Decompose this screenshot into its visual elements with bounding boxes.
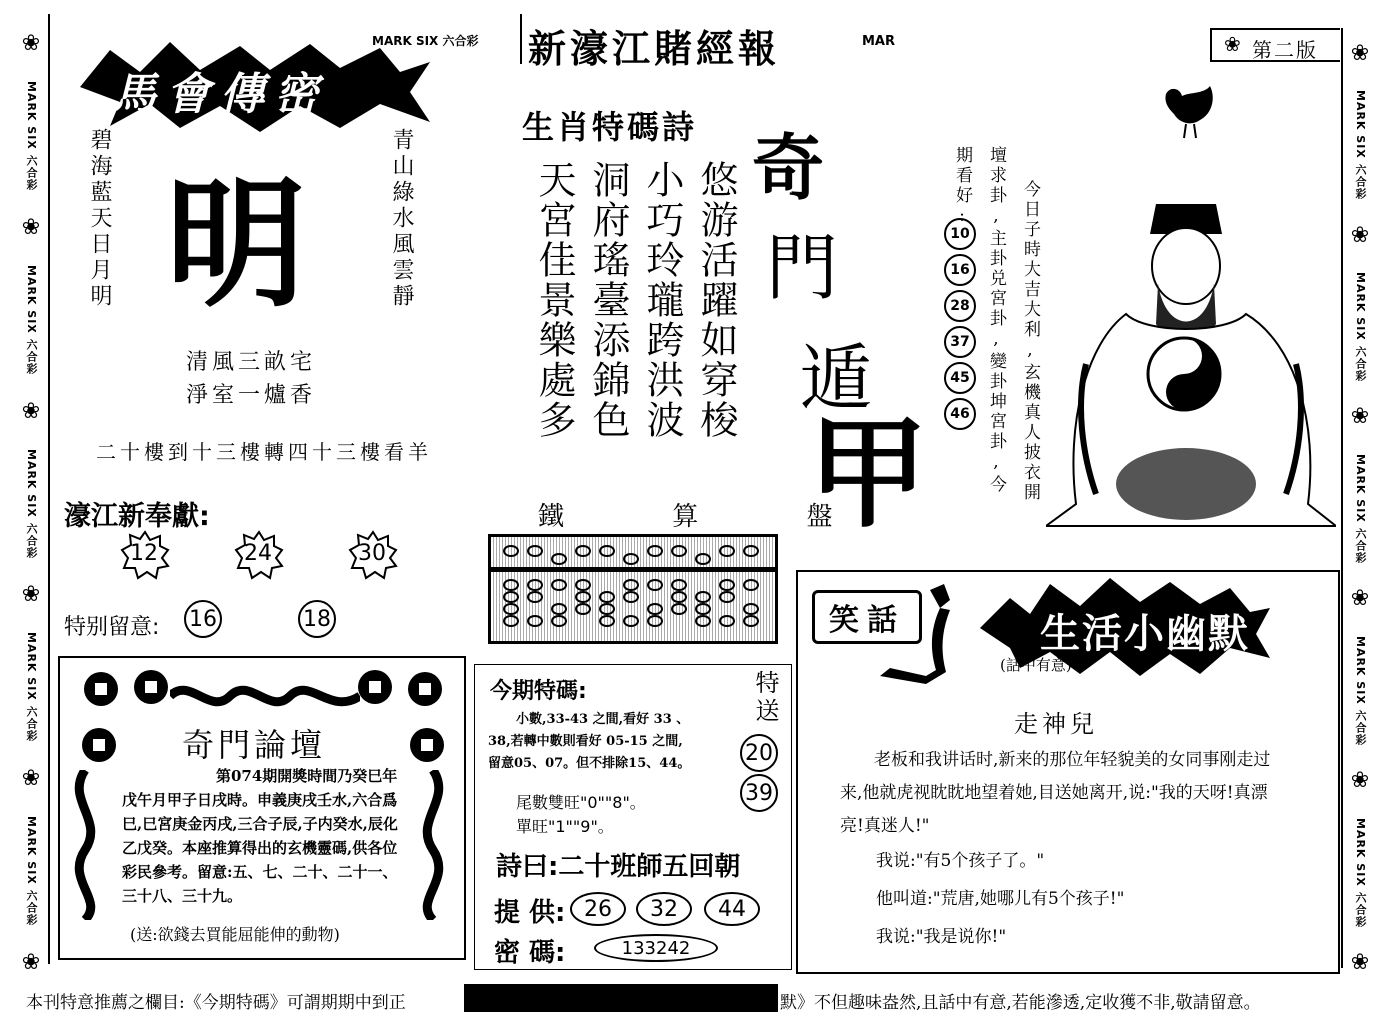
qimen-char-2: 門 [766, 226, 839, 310]
brand-label: MARK SIX 六合彩 [25, 448, 38, 559]
haojiang-number-2 [234, 530, 284, 584]
left-border-strip [14, 20, 48, 987]
header-rule [520, 14, 522, 64]
rooster-icon [1160, 84, 1220, 140]
humor-banner-text: 生活小幽默 [1040, 611, 1250, 657]
story-paragraph-4: 我说:"我是说你!" [876, 927, 1007, 947]
haojiang-number-text: 12 [130, 541, 158, 566]
flower-icon: ❀ [1350, 586, 1370, 612]
coin-icon [358, 670, 392, 704]
poem-title: 生肖特碼詩 [522, 108, 698, 146]
xuanji-number-6: 46 [944, 398, 976, 430]
haojiang-number-text: 30 [358, 541, 386, 566]
mahui-big-char: 明 [166, 164, 307, 327]
poem-column-3: 洞府瑤臺添錦色 [586, 160, 630, 440]
mahui-banner-text: 馬會傳密 [112, 69, 328, 120]
footer-text-right: 默》不但趣味盎然,且話中有意,若能滲透,定收獲不非,敬請留意。 [780, 993, 1261, 1013]
xuanji-text-2: 壇求卦,主卦兑宮卦,變卦坤宮卦,今 [986, 146, 1006, 495]
brand-label: MARK SIX 六合彩 [1354, 635, 1367, 746]
send-number-2: 39 [740, 774, 778, 812]
flower-icon: ❀ [21, 214, 41, 240]
brand-label: MARK SIX 六合彩 [25, 632, 38, 743]
abacus-image [488, 534, 778, 644]
forum-gift: (送:欲錢去買能屈能伸的動物) [130, 925, 340, 944]
story-paragraph-1: 老板和我讲话时,新来的那位年轻貌美的女同事刚走过来,他就虎视眈眈地望着她,目送她离开,说:"我的天呀!真漂亮!真迷人!" [840, 750, 1271, 836]
brand-label: MARK SIX 六合彩 [1354, 453, 1367, 564]
left-rule [48, 14, 50, 964]
story-paragraph-2: 我说:"有5个孩子了。" [876, 851, 1045, 871]
haojiang-title: 濠江新奉獻: [64, 501, 210, 532]
qimen-char-3: 遁 [800, 336, 873, 420]
code-label: 密 碼: [494, 938, 566, 968]
poem-column-1: 悠游活躍如穿梭 [694, 160, 738, 440]
coin-icon [408, 672, 442, 706]
haojiang-number-1 [120, 530, 170, 584]
mahui-couplet-1: 清風三畝宅 [186, 350, 317, 375]
provide-number-3: 44 [704, 892, 760, 926]
special-code-line-2: 38,若轉中數則看好 05-15 之間, [488, 734, 683, 749]
qimen-char-4: 甲 [808, 405, 928, 544]
flower-icon: ❀ [21, 582, 41, 608]
flower-icon: ❀ [1350, 222, 1370, 248]
footer-text-left: 本刊特意推薦之欄目:《今期特碼》可謂期期中到正 [26, 993, 406, 1013]
story-paragraph-3: 他叫道:"荒唐,她哪儿有5个孩子!" [876, 889, 1125, 909]
mahui-hint: 二十樓到十三樓轉四十三樓看羊 [96, 440, 432, 464]
code-value: 133242 [594, 934, 718, 962]
joke-tag: 笑話 [812, 590, 922, 644]
special-code-line-3: 留意05、07。但不排除15、44。 [488, 756, 691, 771]
haojiang-number-text: 24 [244, 541, 272, 566]
edition-label: 第二版 [1252, 38, 1318, 62]
provide-number-2: 32 [636, 892, 692, 926]
xuanji-number-4: 37 [944, 326, 976, 358]
send-number-1: 20 [740, 734, 778, 772]
send-label: 特送 [751, 670, 779, 726]
flower-icon-edition: ❀ [1224, 32, 1241, 56]
right-border-strip [1343, 30, 1377, 987]
coin-icon [134, 670, 168, 704]
coin-icon [82, 728, 116, 762]
mahui-couplet-2: 淨室一爐香 [186, 383, 317, 408]
provide-label: 提 供: [494, 898, 566, 928]
brand-label: MARK SIX 六合彩 [1354, 817, 1367, 928]
flower-icon: ❀ [1350, 768, 1370, 794]
forum-title: 奇門論壇 [182, 726, 327, 764]
single-number-hint: 單旺"1""9"。 [516, 817, 614, 836]
abacus-title: 鐵 算 盤 [538, 502, 883, 532]
special-code-line-1: 小數,33-43 之間,看好 33 、 [516, 712, 690, 727]
header-brand-left: MARK SIX 六合彩 [372, 34, 479, 48]
dragon-ornament-right [418, 770, 448, 920]
tail-number-hint: 尾數雙旺"0""8"。 [516, 793, 646, 812]
flower-icon: ❀ [21, 31, 41, 57]
story-title: 走神兒 [1014, 710, 1098, 738]
brand-label: MARK SIX 六合彩 [25, 264, 38, 375]
poem-column-2: 小巧玲瓏跨洪波 [640, 160, 684, 440]
flower-icon: ❀ [1350, 950, 1370, 976]
xuanji-number-3: 28 [944, 290, 976, 322]
special-number-1: 16 [184, 600, 222, 638]
poem-line: 詩曰:二十班師五回朝 [496, 852, 741, 882]
mahui-left-verse: 碧海藍天日月明 [87, 128, 112, 310]
poem-column-4: 天宮佳景樂處多 [532, 160, 576, 440]
brand-label: MARK SIX 六合彩 [25, 816, 38, 926]
flower-icon: ❀ [1350, 40, 1370, 66]
flower-icon: ❀ [21, 766, 41, 792]
coin-icon [410, 728, 444, 762]
dragon-ornament [170, 676, 360, 716]
brand-label: MARK SIX 六合彩 [25, 81, 38, 191]
right-rule [1341, 28, 1343, 968]
xuanji-number-2: 16 [944, 254, 976, 286]
humor-subtitle: (話中有意) [1000, 656, 1072, 674]
footer-black-block [464, 984, 778, 1012]
mahui-right-verse: 青山綠水風雲靜 [389, 128, 414, 310]
xuanji-number-5: 45 [944, 362, 976, 394]
xuanji-text-3: 期看好: [952, 146, 972, 229]
xuanji-text-1: 今日子時大吉大利,玄機真人披衣開 [1020, 180, 1040, 503]
special-number-2: 18 [298, 600, 336, 638]
header-brand-right: MAR [862, 34, 896, 49]
provide-number-1: 26 [570, 892, 626, 926]
xuanji-number-1: 10 [944, 218, 976, 250]
flower-icon: ❀ [21, 949, 41, 975]
dragon-ornament-left [70, 770, 100, 920]
cartoon-figure-icon [870, 580, 970, 690]
brand-label: MARK SIX 六合彩 [1354, 89, 1367, 200]
flower-icon: ❀ [21, 398, 41, 424]
brand-label: MARK SIX 六合彩 [1354, 271, 1367, 382]
coin-icon [84, 672, 118, 706]
forum-body: 第074期開獎時間乃癸巳年戊午月甲子日戌時。申義庚戌壬水,六合爲巳,巳宮庚金丙戌,三合子辰,子内癸水,辰化乙戊癸。本座推算得出的玄機靈碼,供各位彩民參考。留意:五、七、二十、二十一、三十八、三十九。 [122, 767, 398, 905]
flower-icon: ❀ [1350, 404, 1370, 430]
special-code-title: 今期特碼: [490, 679, 587, 704]
newspaper-title: 新濠江賭經報 [528, 27, 781, 71]
haojiang-number-3 [348, 530, 398, 584]
sage-illustration [1046, 204, 1336, 530]
qimen-char-1: 奇 [752, 126, 825, 210]
special-attention-label: 特别留意: [64, 615, 160, 640]
